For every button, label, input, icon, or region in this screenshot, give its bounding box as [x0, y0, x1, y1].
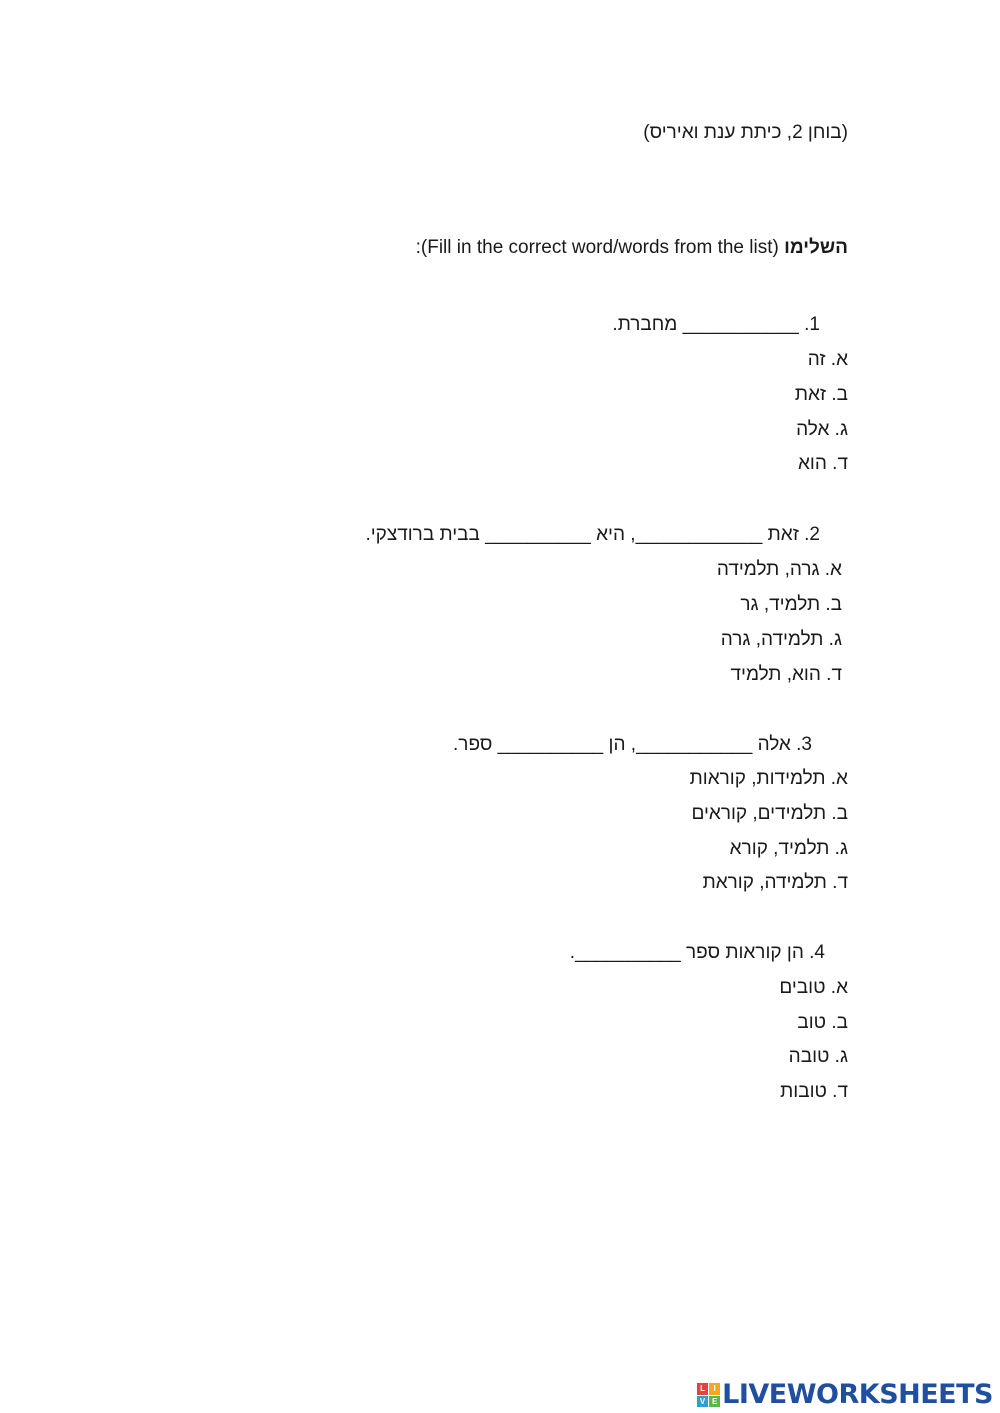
question-2-option-d[interactable]: ד. הוא, תלמיד — [730, 664, 842, 685]
logo-text: LIVEWORKSHEETS — [722, 1379, 993, 1410]
question-3-option-c[interactable]: ג. תלמיד, קורא — [729, 838, 848, 859]
logo-letter: E — [709, 1396, 720, 1408]
instructions-bold: השלימו — [784, 237, 848, 258]
logo-letter: I — [709, 1383, 720, 1395]
instructions — [416, 236, 848, 260]
question-2-option-b[interactable]: ב. תלמיד, גר — [740, 594, 842, 615]
question-3-option-d[interactable]: ד. תלמידה, קוראת — [702, 872, 848, 893]
question-2-option-c[interactable]: ג. תלמידה, גרה — [720, 629, 842, 650]
logo-letter: V — [697, 1396, 708, 1408]
question-1-option-a[interactable]: א. זה — [807, 349, 848, 370]
question-4-option-d[interactable]: ד. טובות — [780, 1081, 848, 1102]
question-1-option-d[interactable]: ד. הוא — [798, 453, 848, 474]
question-1-option-c[interactable]: ג. אלה — [796, 419, 848, 440]
logo-letter: L — [697, 1383, 708, 1395]
question-1-option-b[interactable]: ב. זאת — [794, 384, 848, 405]
question-4-stem: 4. הן קוראות ספר __________. — [569, 942, 825, 963]
question-4-option-c[interactable]: ג. טובה — [788, 1046, 848, 1067]
question-4-option-a[interactable]: א. טובים — [779, 977, 848, 998]
liveworksheets-logo — [697, 1380, 993, 1410]
question-1-stem: 1. ___________ מחברת. — [612, 314, 820, 335]
question-2-option-a[interactable]: א. גרה, תלמידה — [716, 559, 842, 580]
question-2-stem: 2. זאת ____________, היא __________ בבית ברודצקי. — [365, 524, 820, 545]
page-title: (בוחן 2, כיתת ענת ואיריס) — [643, 122, 848, 143]
instructions-text: (Fill in the correct word/words from the list): — [415, 237, 785, 258]
logo-mark-icon — [697, 1383, 720, 1407]
question-3-option-a[interactable]: א. תלמידות, קוראות — [689, 768, 848, 789]
question-4-option-b[interactable]: ב. טוב — [797, 1012, 848, 1033]
question-3-stem: 3. אלה ___________, הן __________ ספר. — [453, 734, 812, 755]
question-3-option-b[interactable]: ב. תלמידים, קוראים — [691, 803, 848, 824]
